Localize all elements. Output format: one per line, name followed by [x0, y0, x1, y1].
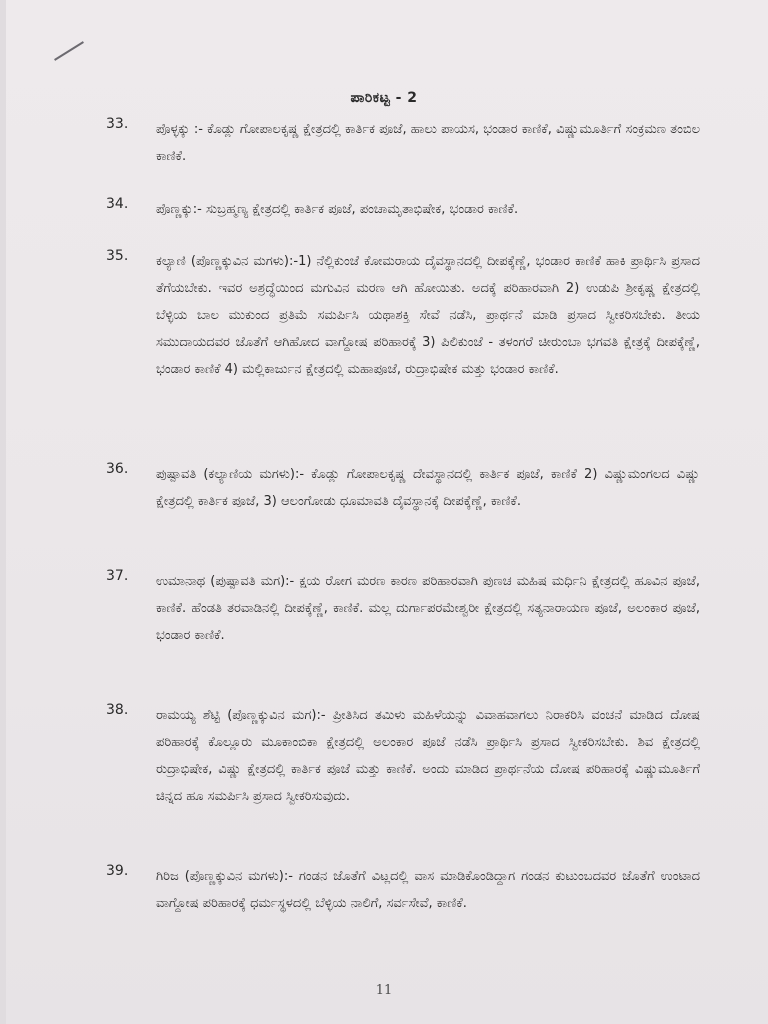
entry-37 [106, 568, 700, 649]
entry-39 [106, 863, 700, 917]
entry-text: ರಾಮಯ್ಯ ಶೆಟ್ಟಿ (ಪೊಣ್ಣಕ್ಕುವಿನ ಮಗ):- ಪ್ರೀತಿಸಿದ ತಮಿಳು ಮಹಿಳೆಯನ್ನು ವಿವಾಹವಾಗಲು ನಿರಾಕರಿಸಿ ವಂಚನೆ ಮಾಡಿದ ದೋಷ ಪರಿಹಾರಕ್ಕೆ ಕೊಲ್ಲೂರು ಮೂಕಾಂಬಿಕಾ ಕ್ಷೇತ್ರದಲ್ಲಿ ಅಲಂಕಾರ ಪೂಜೆ ನಡೆಸಿ ಪ್ರಾರ್ಥಿಸಿ ಪ್ರಸಾದ ಸ್ವೀಕರಿಸಬೇಕು. ಶಿವ ಕ್ಷೇತ್ರದಲ್ಲಿ ರುದ್ರಾಭಿಷೇಕ, ವಿಷ್ಣು ಕ್ಷೇತ್ರದಲ್ಲಿ ಕಾರ್ತಿಕ ಪೂಜೆ ಮತ್ತು ಕಾಣಿಕೆ. ಅಂದು ಮಾಡಿದ ಪ್ರಾರ್ಥನೆಯ ದೋಷ ಪರಿಹಾರಕ್ಕೆ ವಿಷ್ಣುಮೂರ್ತಿಗೆ ಚಿನ್ನದ ಹೂ ಸಮರ್ಪಿಸಿ ಪ್ರಸಾದ ಸ್ವೀಕರಿಸುವುದು. [156, 708, 700, 804]
entry-33 [106, 116, 700, 170]
entry-number: 34. [106, 196, 129, 212]
entry-35 [106, 248, 700, 383]
page-number: 11 [375, 983, 393, 998]
entry-text: ಪುಷ್ಪಾವತಿ (ಕಲ್ಯಾಣಿಯ ಮಗಳು):- ಕೊಡ್ಲು ಗೋಪಾಲಕೃಷ್ಣ ದೇವಸ್ಥಾನದಲ್ಲಿ ಕಾರ್ತಿಕ ಪೂಜೆ, ಕಾಣಿಕೆ 2) ವಿಷ್ಣುಮಂಗಲದ ವಿಷ್ಣು ಕ್ಷೇತ್ರದಲ್ಲಿ ಕಾರ್ತಿಕ ಪೂಜೆ, 3) ಆಲಂಗೋಡು ಧೂಮಾವತಿ ದೈವಸ್ಥಾನಕ್ಕೆ ದೀಪಕ್ಕೆಣ್ಣೆ, ಕಾಣಿಕೆ. [156, 467, 700, 509]
pen-mark [54, 41, 84, 61]
entry-number: 33. [106, 116, 129, 132]
entry-number: 36. [106, 461, 129, 477]
entry-text: ಗಿರಿಜ (ಪೊಣ್ಣಕ್ಕುವಿನ ಮಗಳು):- ಗಂಡನ ಜೊತೆಗೆ ವಿಟ್ಲದಲ್ಲಿ ವಾಸ ಮಾಡಿಕೊಂಡಿದ್ದಾಗ ಗಂಡನ ಕುಟುಂಬದವರ ಜೊತೆಗೆ ಉಂಟಾದ ವಾಗ್ದೋಷ ಪರಿಹಾರಕ್ಕೆ ಧರ್ಮಸ್ಥಳದಲ್ಲಿ ಬೆಳ್ಳಿಯ ನಾಲಿಗೆ, ಸರ್ವಸೇವೆ, ಕಾಣಿಕೆ. [156, 869, 700, 911]
page-heading: ಪಾರಿಕಟ್ಟ - 2 [350, 90, 418, 106]
entry-36 [106, 461, 700, 515]
entry-text: ಕಲ್ಯಾಣಿ (ಪೊಣ್ಣಕ್ಕುವಿನ ಮಗಳು):-1) ನೆಲ್ಲಿಕುಂಜೆ ಕೋಮರಾಯ ದೈವಸ್ಥಾನದಲ್ಲಿ ದೀಪಕ್ಕೆಣ್ಣೆ, ಭಂಡಾರ ಕಾಣಿಕೆ ಹಾಕಿ ಪ್ರಾರ್ಥಿಸಿ ಪ್ರಸಾದ ತೆಗೆಯಬೇಕು. ಇವರ ಅಶ್ರದ್ಧೆಯಿಂದ ಮಗುವಿನ ಮರಣ ಆಗಿ ಹೋಯಿತು. ಅದಕ್ಕೆ ಪರಿಹಾರವಾಗಿ 2) ಉಡುಪಿ ಶ್ರೀಕೃಷ್ಣ ಕ್ಷೇತ್ರದಲ್ಲಿ ಬೆಳ್ಳಿಯ ಬಾಲ ಮುಕುಂದ ಪ್ರತಿಮೆ ಸಮರ್ಪಿಸಿ ಯಥಾಶಕ್ತಿ ಸೇವೆ ನಡೆಸಿ, ಪ್ರಾರ್ಥನೆ ಮಾಡಿ ಪ್ರಸಾದ ಸ್ವೀಕರಿಸಬೇಕು. ತೀಯ ಸಮುದಾಯದವರ ಜೊತೆಗೆ ಆಗಿಹೋದ ವಾಗ್ದೋಷ ಪರಿಹಾರಕ್ಕೆ 3) ಪಿಲಿಕುಂಜೆ - ತಳಂಗರೆ ಚೀರುಂಬಾ ಭಗವತಿ ಕ್ಷೇತ್ರಕ್ಕೆ ದೀಪಕ್ಕೆಣ್ಣೆ, ಭಂಡಾರ ಕಾಣಿಕೆ 4) ಮಲ್ಲಿಕಾರ್ಜುನ ಕ್ಷೇತ್ರದಲ್ಲಿ ಮಹಾಪೂಜೆ, ರುದ್ರಾಭಿಷೇಕ ಮತ್ತು ಭಂಡಾರ ಕಾಣಿಕೆ. [156, 254, 700, 377]
entry-number: 37. [106, 568, 129, 584]
entry-text: ಉಮಾನಾಥ (ಪುಷ್ಪಾವತಿ ಮಗ):- ಕ್ಷಯ ರೋಗ ಮರಣ ಕಾರಣ ಪರಿಹಾರವಾಗಿ ಪುಣಚ ಮಹಿಷ ಮರ್ಧಿನಿ ಕ್ಷೇತ್ರದಲ್ಲಿ ಹೂವಿನ ಪೂಜೆ, ಕಾಣಿಕೆ. ಹೆಂಡತಿ ತರವಾಡಿನಲ್ಲಿ ದೀಪಕ್ಕೆಣ್ಣೆ, ಕಾಣಿಕೆ. ಮಲ್ಲ ದುರ್ಗಾಪರಮೇಶ್ವರೀ ಕ್ಷೇತ್ರದಲ್ಲಿ ಸತ್ಯನಾರಾಯಣ ಪೂಜೆ, ಅಲಂಕಾರ ಪೂಜೆ, ಭಂಡಾರ ಕಾಣಿಕೆ. [156, 574, 700, 643]
entry-number: 39. [106, 863, 129, 879]
entry-38 [106, 702, 700, 810]
entry-text: ಪೊಳ್ಳಕ್ಕು :- ಕೊಡ್ಲು ಗೋಪಾಲಕೃಷ್ಣ ಕ್ಷೇತ್ರದಲ್ಲಿ ಕಾರ್ತಿಕ ಪೂಜೆ, ಹಾಲು ಪಾಯಸ, ಭಂಡಾರ ಕಾಣಿಕೆ, ವಿಷ್ಣುಮೂರ್ತಿಗೆ ಸಂಕ್ರಮಣ ತಂಬಿಲ ಕಾಣಿಕೆ. [156, 122, 700, 164]
entry-number: 35. [106, 248, 129, 264]
entry-34 [106, 196, 700, 223]
entry-text: ಪೊಣ್ಣಕ್ಕು:- ಸುಬ್ರಹ್ಮಣ್ಯ ಕ್ಷೇತ್ರದಲ್ಲಿ ಕಾರ್ತಿಕ ಪೂಜೆ, ಪಂಚಾಮೃತಾಭಿಷೇಕ, ಭಂಡಾರ ಕಾಣಿಕೆ. [156, 202, 519, 217]
entry-number: 38. [106, 702, 129, 718]
